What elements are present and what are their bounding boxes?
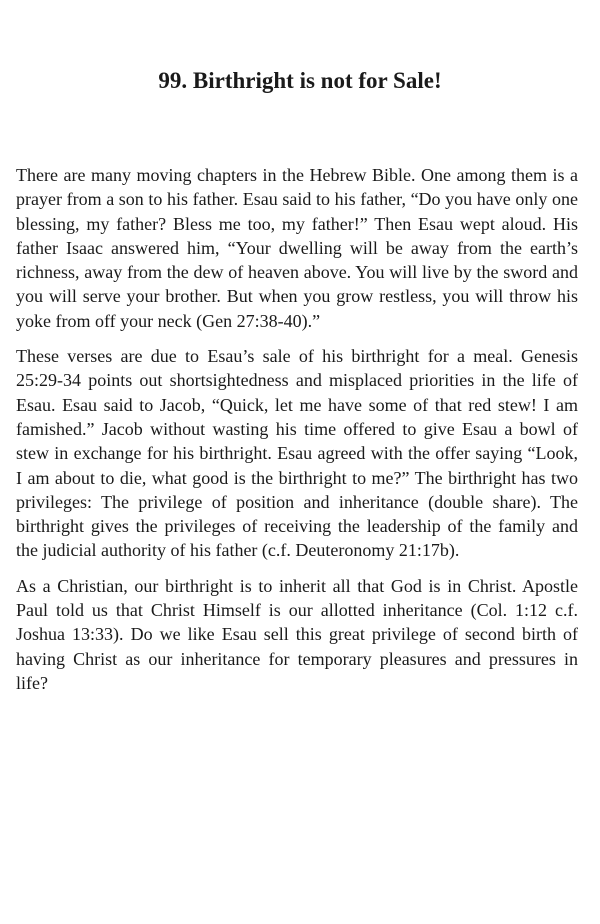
paragraph-1: There are many moving chapters in the Hebrew Bible. One among them is a prayer from a son to his father. Esau said to his father, “Do you have only one blessing, my father? Bless me too, my father!” Then Esau wept aloud. His father Isaac answered him, “Your dwelling will be away from the earth’s richness, away from the dew of heaven above. You will live by the sword and you will serve your brother. But when you grow restless, you will throw his yoke from off your neck (Gen 27:38-40).” — [16, 165, 578, 331]
paragraph-2: These verses are due to Esau’s sale of his birthright for a meal. Genesis 25:29-34 points out shortsightedness and misplaced priorities in the life of Esau. Esau said to Jacob, “Quick, let me have some of that red stew! I am famished.” Jacob without wasting his time offered to give Esau a bowl of stew in exchange for his birthright. Esau agreed with the offer saying “Look, I am about to die, what good is the birthright to me?” The birthright has two privileges: The privilege of position and inheritance (double share). The birthright gives the privileges of receiving the leadership of the family and the judicial authority of his father (c.f. Deuteronomy 21:17b). — [16, 346, 578, 561]
body-text — [16, 163, 578, 706]
paragraph-3: As a Christian, our birthright is to inherit all that God is in Christ. Apostle Paul told us that Christ Himself is our allotted inheritance (Col. 1:12 c.f. Joshua 13:33). Do we like Esau sell this great privilege of second birth of having Christ as our inheritance for temporary pleasures and pressures in life? — [16, 575, 578, 693]
page-title: 99. Birthright is not for Sale! — [158, 68, 442, 93]
